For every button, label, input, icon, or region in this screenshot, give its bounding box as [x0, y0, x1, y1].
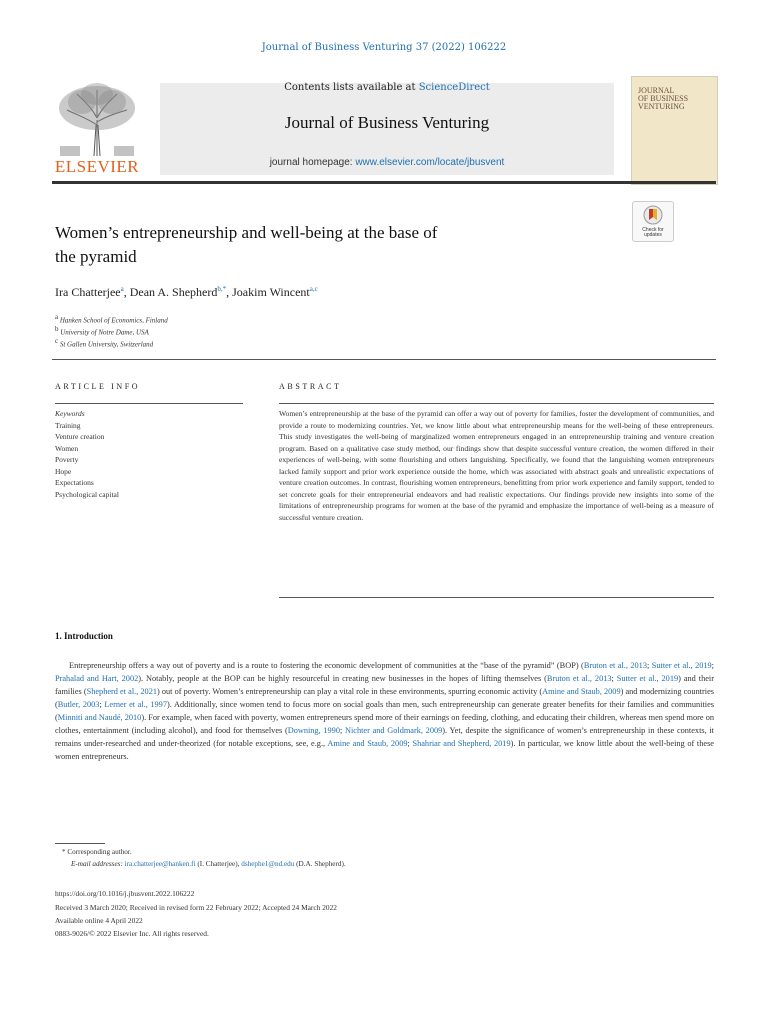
abstract-heading: ABSTRACT [279, 382, 342, 391]
doi-link[interactable]: https://doi.org/10.1016/j.jbusvent.2022.106222 [55, 889, 195, 898]
keyword: Training [55, 420, 81, 430]
abstract-end-divider [279, 597, 714, 598]
author-name: Ira Chatterjee [55, 285, 121, 299]
header-divider [52, 181, 716, 184]
cover-title: JOURNAL OF BUSINESS VENTURING [638, 86, 689, 111]
journal-homepage: journal homepage: www.elsevier.com/locate/jbusvent [269, 157, 505, 168]
citation-link[interactable]: Bruton et al., 2013 [546, 674, 612, 683]
affiliation: $^a$ Hanken School of Economics, Finland [55, 313, 168, 325]
copyright: 0883-9026/© 2022 Elsevier Inc. All rights reserved. [55, 929, 209, 938]
citation-link[interactable]: Bruton et al., 2013 [583, 661, 647, 670]
article-info-divider [55, 403, 243, 404]
citation-link[interactable]: Shepherd et al., 2021 [86, 687, 157, 696]
journal-name: Journal of Business Venturing [284, 113, 490, 132]
affiliation: $^c$ St Gallen University, Switzerland [55, 337, 154, 349]
keyword: Women [55, 443, 79, 453]
keyword: Expectations [55, 478, 94, 487]
email-addresses: E-mail addresses: ira.chatterjee@hanken.fi (I. Chatterjee), dshephe1@nd.edu (D.A. Shepherd). [71, 860, 346, 868]
introduction-paragraph: Entrepreneurship offers a way out of poverty and is a route to fostering the economic development of communities at the “base of the pyramid” (BOP) (Bruton et al., 2013; Sutter et al., 2019; Prahalad and Hart, 2002). Notably, people at the BOP can be highly resourceful in creating new businesses in the hopes of lifting themselves (Bruton et al., 2013; Sutter et al., 2019) and their families (Shepherd et al., 2021) out of poverty. Women’s entrepreneurship can play a vital role in these environments, spurring economic activity (Amine and Staub, 2009) and modernizing countries (Butler, 2003; Lerner et al., 1997). Additionally, since women tend to focus more on social goals than men, such entrepreneurship can generate greater benefits for their families and communities (Minniti and Naudé, 2010). For example, when faced with poverty, women entrepreneurs spend more of their earnings on feeding, clothing, and educating their children, whereas men spend more on clothes, entertainment (including alcohol), and food for themselves (Downing, 1990; Nichter and Goldmark, 2009). Yet, despite the significance of women’s entrepreneurship in these contexts, it remains under-researched and under-theorized (for notable exceptions, see, e.g., Amine and Staub, 2009; Shahriar and Shepherd, 2019). In particular, we know little about the well-being of these women entrepreneurs. [55, 661, 715, 761]
affiliation: $^b$ University of Notre Dame, USA [55, 325, 149, 337]
crossmark-icon [643, 205, 663, 227]
article-title: Women’s entrepreneurship and well-being at the base of the pyramid [55, 223, 438, 266]
contents-line: Contents lists available at ScienceDirect [284, 82, 490, 93]
citation-link[interactable]: Amine and Staub, 2009 [327, 739, 408, 748]
elsevier-wordmark: ELSEVIER [54, 157, 140, 176]
journal-citation[interactable]: Journal of Business Venturing 37 (2022) 106222 [261, 42, 507, 53]
article-info-heading: ARTICLE INFO [55, 382, 141, 391]
abstract-text: Women’s entrepreneurship at the base of the pyramid can offer a way out of poverty for families, foster the development of communities, and provide a route to modernizing countries. Yet, we know little about what entrepreneurship means for the well-being of these entrepreneurs. This study investigates the well-being of marginalized women entrepreneurs engaged in an entrepreneurship training and venture creation program. Based on a qualitative case study method, our findings show that despite successful venture creation, the women differed in their experiences of well-being, with some flourishing and others languishing. Specifically, we found that the languishing women entrepreneurs lacked family support and prior work experience outside the home, which was associated with abstract goals and unrealistic expectations of venture creation outcomes. In contrast, flourishing women entrepreneurs, benefitting from prior work experience and family support, tended to set concrete goals for their entrepreneurial endeavors and had realistic expectations. Our findings provide new insights into some of the limitations of entrepreneurship programs for women at the base of the pyramid and emphasize the importance of well-being as a measure of successful venture creation. [279, 409, 714, 522]
keywords-label: Keywords [55, 409, 85, 418]
keywords-list [55, 408, 119, 500]
introduction-heading: 1. Introduction [55, 631, 113, 641]
citation-link[interactable]: Downing, 1990 [287, 726, 340, 735]
citation-link[interactable]: Amine and Staub, 2009 [542, 687, 621, 696]
author-name: Joakim Wincent [232, 285, 310, 299]
citation-link[interactable]: Minniti and Naudé, 2010 [57, 713, 142, 722]
received-dates: Received 3 March 2020; Received in revised form 22 February 2022; Accepted 24 March 2022 [55, 903, 337, 912]
homepage-link[interactable]: www.elsevier.com/locate/jbusvent [355, 157, 505, 168]
check-for-updates-badge[interactable]: Check for updates [632, 201, 674, 242]
author-list: Ira Chatterjee$^a$, Dean A. Shepherd$^{b,*}$, Joakim Wincent$^{a,c}$ [55, 285, 318, 299]
citation-link[interactable]: Nichter and Goldmark, 2009 [344, 726, 443, 735]
citation-link[interactable]: Prahalad and Hart, 2002 [55, 674, 139, 683]
email-link[interactable]: ira.chatterjee@hanken.fi [124, 860, 196, 868]
author-affiliation-ref[interactable]: b,* [217, 285, 227, 293]
author-affiliation-ref[interactable]: a [120, 285, 124, 293]
author-affiliation-ref[interactable]: a,c [309, 285, 318, 293]
corresponding-author-note: * Corresponding author. [62, 848, 132, 856]
sciencedirect-link[interactable]: ScienceDirect [418, 82, 490, 93]
citation-link[interactable]: Sutter et al., 2019 [616, 674, 679, 683]
citation-link[interactable]: Shahriar and Shepherd, 2019 [412, 739, 511, 748]
author-name: Dean A. Shepherd [129, 285, 218, 299]
email-link[interactable]: dshephe1@nd.edu [241, 860, 295, 868]
keyword: Psychological capital [55, 489, 119, 499]
citation-link[interactable]: Lerner et al., 1997 [104, 700, 167, 709]
keyword: Venture creation [55, 432, 105, 441]
section-divider [52, 359, 716, 360]
keyword: Hope [55, 466, 72, 476]
journal-cover-thumbnail[interactable] [631, 76, 718, 185]
abstract-divider [279, 403, 714, 404]
footnote-divider [55, 843, 105, 844]
keyword: Poverty [55, 455, 79, 464]
citation-link[interactable]: Sutter et al., 2019 [651, 661, 712, 670]
available-online: Available online 4 April 2022 [55, 916, 143, 925]
citation-link[interactable]: Butler, 2003 [57, 700, 100, 709]
